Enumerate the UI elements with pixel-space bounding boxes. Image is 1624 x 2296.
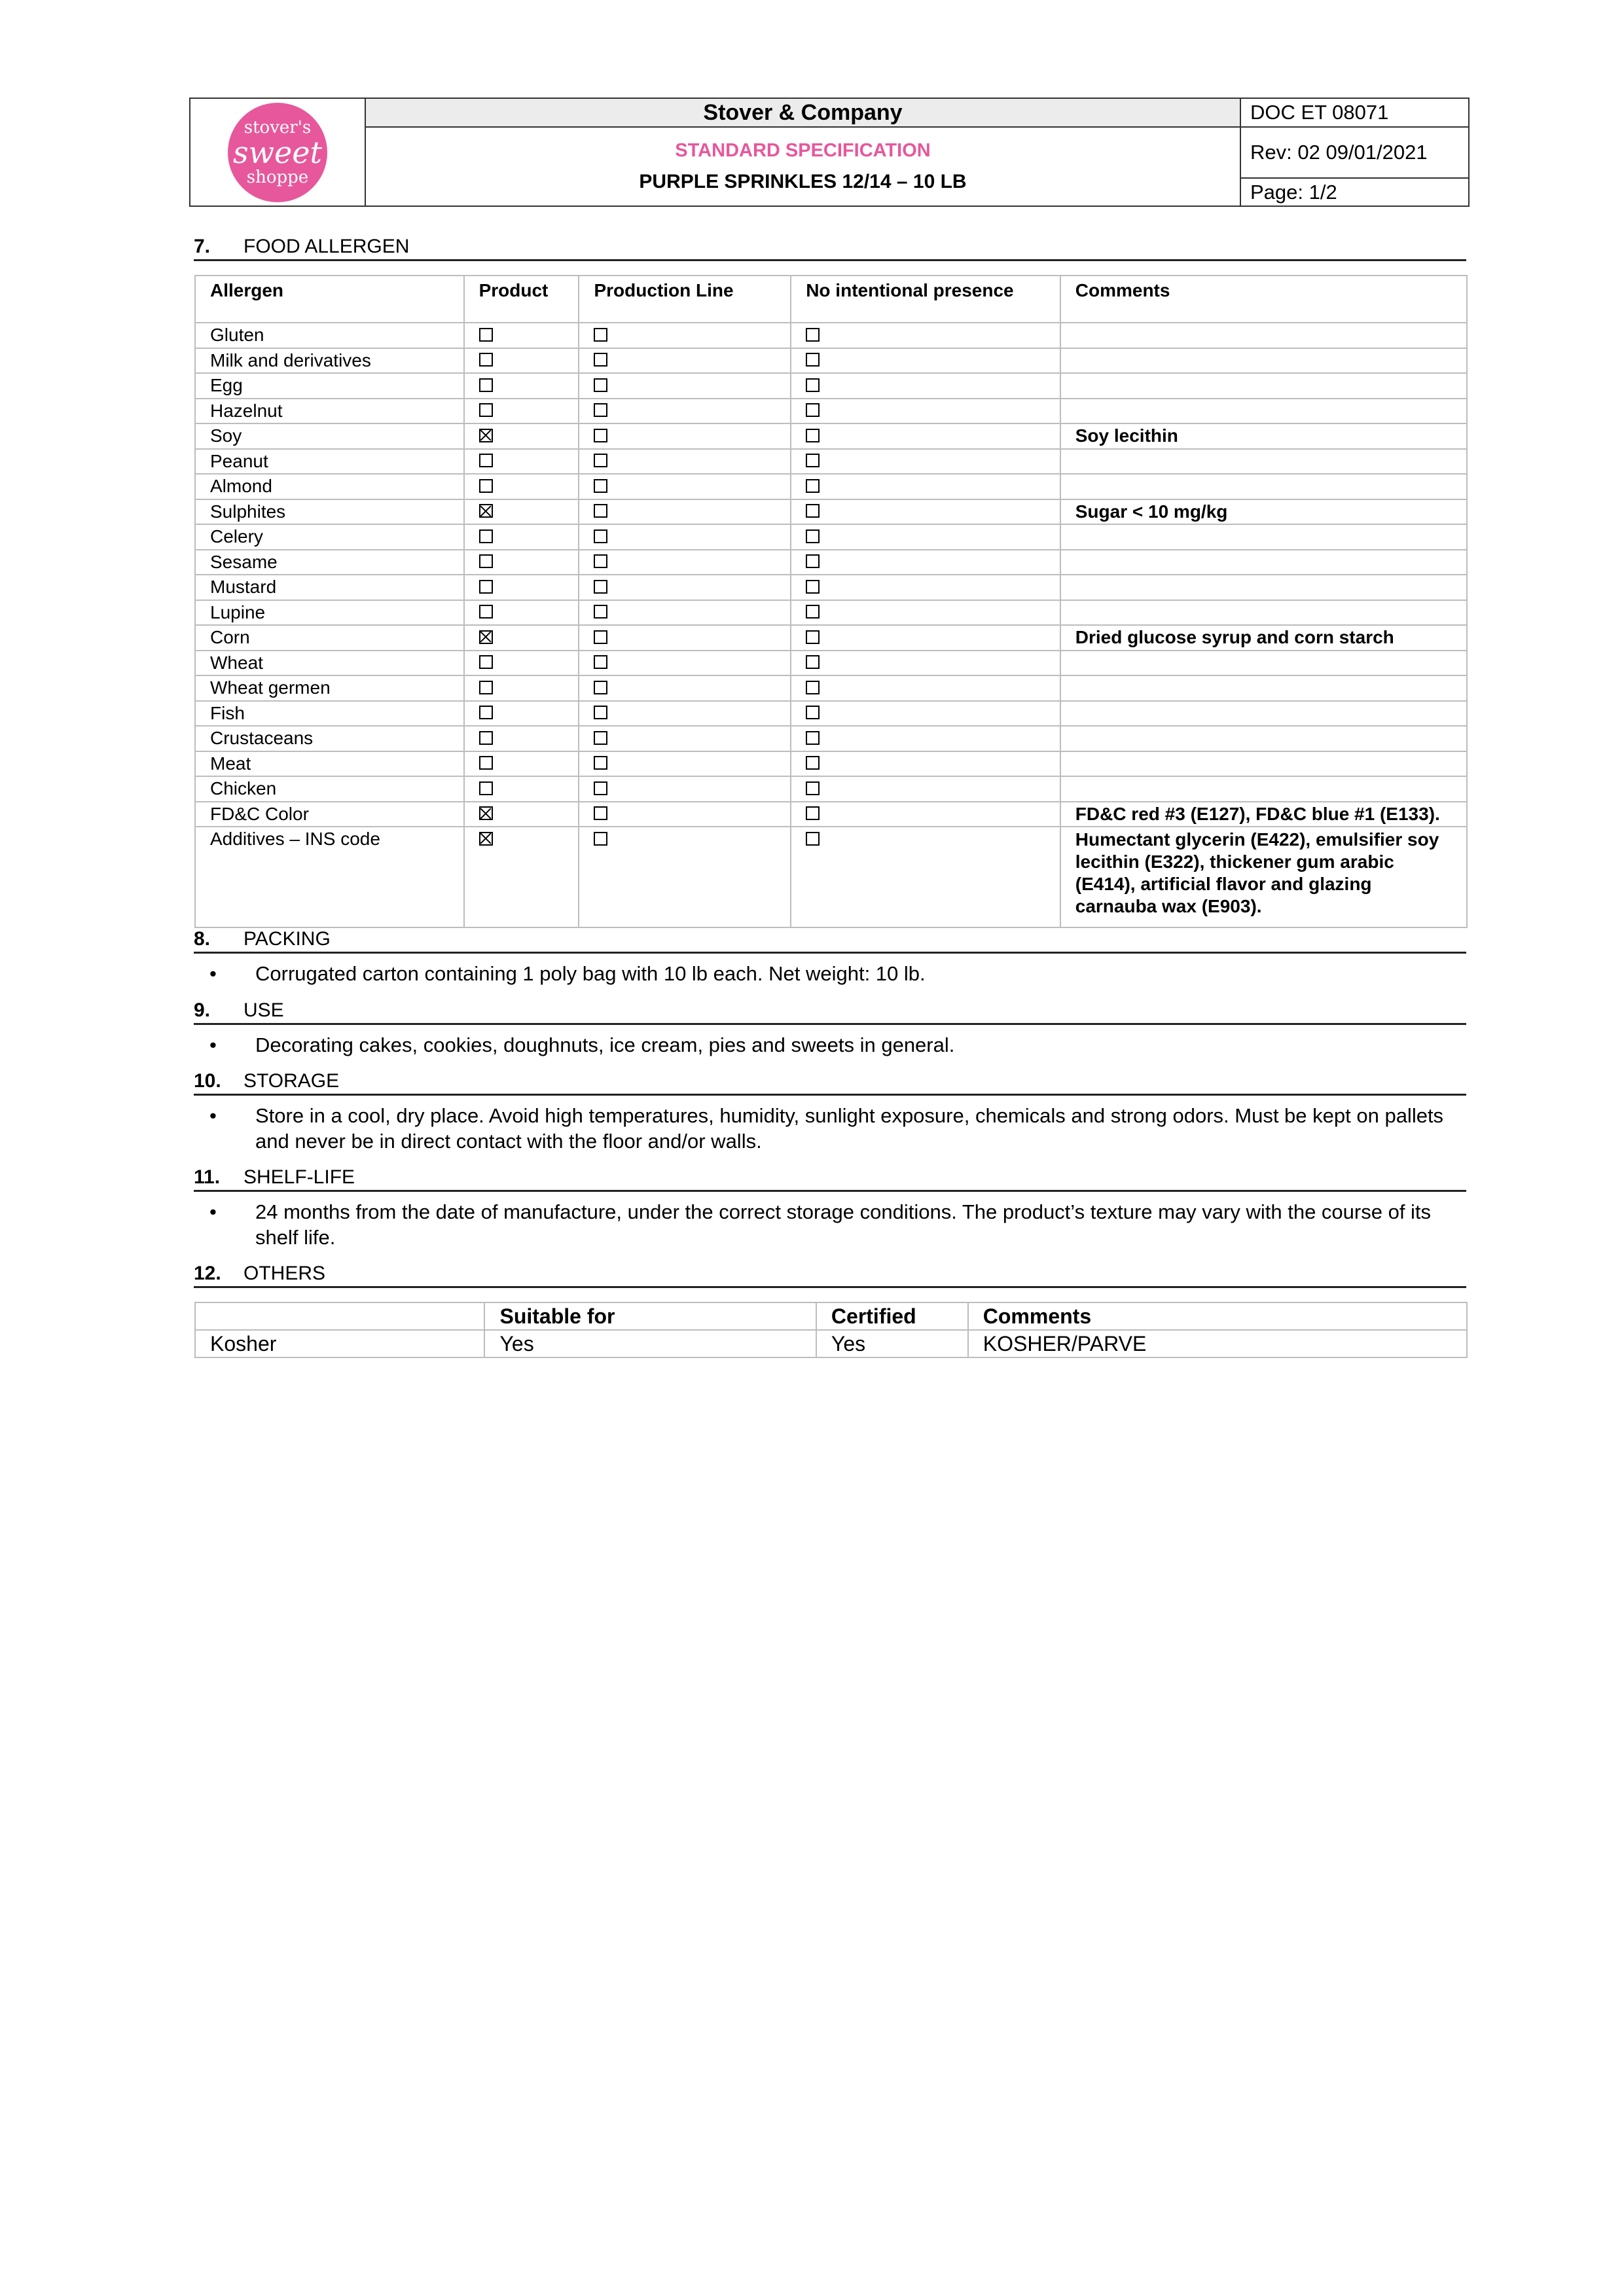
unchecked-box-icon — [594, 832, 607, 846]
checkbox-cell-line — [579, 751, 791, 777]
checkbox-cell-product — [464, 776, 579, 802]
unchecked-box-icon — [594, 731, 607, 745]
unchecked-box-icon — [806, 630, 820, 644]
unchecked-box-icon — [806, 681, 820, 694]
checkbox-cell-line — [579, 651, 791, 676]
column-header: Comments — [1060, 276, 1467, 323]
unchecked-box-icon — [479, 706, 493, 719]
checked-box-icon — [479, 630, 493, 644]
table-row — [195, 348, 1467, 374]
checkbox-cell-none — [791, 776, 1060, 802]
unchecked-box-icon — [806, 706, 820, 719]
checkbox-cell-line — [579, 550, 791, 575]
checkbox-cell-none — [791, 474, 1060, 499]
unchecked-box-icon — [594, 806, 607, 820]
checkbox-cell-line — [579, 827, 791, 927]
section-title: SHELF-LIFE — [244, 1166, 355, 1188]
section-number: 8. — [194, 928, 211, 950]
unchecked-box-icon — [479, 605, 493, 619]
allergen-comment — [1060, 399, 1467, 424]
allergen-name: Sesame — [195, 550, 464, 575]
section-heading-use — [194, 999, 1466, 1025]
allergen-comment — [1060, 701, 1467, 726]
allergen-name: FD&C Color — [195, 802, 464, 827]
allergen-comment: Humectant glycerin (E422), emulsifier soy lecithin (E322), thickener gum arabic (E414), artificial flavor and glazing carnauba wax (E903). — [1060, 827, 1467, 927]
allergen-comment — [1060, 776, 1467, 802]
table-row — [195, 373, 1467, 399]
unchecked-box-icon — [594, 529, 607, 543]
checkbox-cell-line — [579, 776, 791, 802]
column-header: Product — [464, 276, 579, 323]
checked-box-icon — [479, 832, 493, 846]
column-header: No intentional presence — [791, 276, 1060, 323]
section-number: 10. — [194, 1070, 221, 1092]
checkbox-cell-line — [579, 373, 791, 399]
spec-label: STANDARD SPECIFICATION — [675, 140, 931, 161]
table-row — [195, 323, 1467, 348]
checkbox-cell-none — [791, 575, 1060, 600]
checkbox-cell-product — [464, 524, 579, 550]
unchecked-box-icon — [806, 378, 820, 392]
allergen-name: Additives – INS code — [195, 827, 464, 927]
allergen-header-row — [195, 276, 1467, 323]
spec-title-block — [366, 128, 1240, 206]
allergen-comment — [1060, 323, 1467, 348]
logo-cell — [190, 99, 366, 206]
packing-bullet — [209, 961, 1466, 986]
unchecked-box-icon — [479, 781, 493, 795]
section-number: 9. — [194, 999, 211, 1021]
section-title: FOOD ALLERGEN — [244, 236, 410, 257]
section-number: 11. — [194, 1166, 221, 1188]
section-title: USE — [244, 999, 284, 1021]
checkbox-cell-none — [791, 449, 1060, 475]
unchecked-box-icon — [806, 529, 820, 543]
allergen-name: Fish — [195, 701, 464, 726]
table-row — [195, 751, 1467, 777]
unchecked-box-icon — [806, 479, 820, 493]
checkbox-cell-line — [579, 423, 791, 449]
section-title: STORAGE — [244, 1070, 340, 1092]
checkbox-cell-product — [464, 323, 579, 348]
checkbox-cell-product — [464, 474, 579, 499]
checkbox-cell-product — [464, 625, 579, 651]
logo-text-line3: shoppe — [246, 167, 309, 187]
checkbox-cell-product — [464, 600, 579, 626]
column-header: Comments — [968, 1302, 1467, 1330]
table-row — [195, 550, 1467, 575]
checkbox-cell-product — [464, 575, 579, 600]
allergen-comment — [1060, 449, 1467, 475]
packing-text: Corrugated carton containing 1 poly bag with 10 lb each. Net weight: 10 lb. — [255, 962, 926, 985]
unchecked-box-icon — [479, 378, 493, 392]
checkbox-cell-line — [579, 600, 791, 626]
brand-logo — [228, 103, 327, 202]
checkbox-cell-none — [791, 802, 1060, 827]
column-header: Production Line — [579, 276, 791, 323]
unchecked-box-icon — [479, 529, 493, 543]
allergen-name: Soy — [195, 423, 464, 449]
product-name: PURPLE SPRINKLES 12/14 – 10 LB — [639, 171, 967, 192]
unchecked-box-icon — [594, 781, 607, 795]
checked-box-icon — [479, 504, 493, 518]
allergen-name: Lupine — [195, 600, 464, 626]
checkbox-cell-line — [579, 701, 791, 726]
use-bullet — [209, 1032, 1466, 1058]
checkbox-cell-product — [464, 373, 579, 399]
others-comment: KOSHER/PARVE — [968, 1330, 1467, 1357]
checkbox-cell-none — [791, 499, 1060, 525]
checkbox-cell-none — [791, 399, 1060, 424]
shelf-life-text: 24 months from the date of manufacture, under the correct storage conditions. The product’s texture may vary with the course of its shelf life. — [255, 1200, 1432, 1249]
allergen-name: Egg — [195, 373, 464, 399]
section-title: OTHERS — [244, 1263, 326, 1284]
table-row — [195, 827, 1467, 927]
allergen-comment — [1060, 550, 1467, 575]
table-row — [195, 449, 1467, 475]
use-text: Decorating cakes, cookies, doughnuts, ice cream, pies and sweets in general. — [255, 1033, 955, 1056]
table-row — [195, 524, 1467, 550]
revision: Rev: 02 09/01/2021 — [1241, 128, 1468, 179]
checkbox-cell-product — [464, 499, 579, 525]
allergen-comment — [1060, 373, 1467, 399]
allergen-rows — [195, 323, 1467, 927]
unchecked-box-icon — [594, 605, 607, 619]
table-row — [195, 499, 1467, 525]
logo-text-line2: sweet — [233, 134, 322, 170]
allergen-comment — [1060, 600, 1467, 626]
allergen-comment — [1060, 726, 1467, 751]
others-suitable: Yes — [484, 1330, 816, 1357]
allergen-comment: Sugar < 10 mg/kg — [1060, 499, 1467, 525]
checkbox-cell-product — [464, 423, 579, 449]
checkbox-cell-product — [464, 651, 579, 676]
allergen-comment — [1060, 524, 1467, 550]
unchecked-box-icon — [806, 605, 820, 619]
checkbox-cell-none — [791, 827, 1060, 927]
allergen-name: Gluten — [195, 323, 464, 348]
table-row — [195, 726, 1467, 751]
allergen-name: Mustard — [195, 575, 464, 600]
unchecked-box-icon — [479, 454, 493, 467]
checkbox-cell-product — [464, 675, 579, 701]
table-row — [195, 423, 1467, 449]
unchecked-box-icon — [806, 580, 820, 594]
unchecked-box-icon — [806, 806, 820, 820]
unchecked-box-icon — [806, 781, 820, 795]
checkbox-cell-line — [579, 524, 791, 550]
table-row — [195, 651, 1467, 676]
bullet-point: • — [209, 962, 217, 985]
table-row — [195, 1330, 1467, 1357]
checked-box-icon — [479, 429, 493, 442]
unchecked-box-icon — [806, 504, 820, 518]
others-certified: Yes — [816, 1330, 968, 1357]
unchecked-box-icon — [806, 454, 820, 467]
allergen-name: Wheat germen — [195, 675, 464, 701]
checkbox-cell-none — [791, 751, 1060, 777]
section-heading-storage — [194, 1070, 1466, 1096]
checked-box-icon — [479, 806, 493, 820]
checkbox-cell-line — [579, 726, 791, 751]
unchecked-box-icon — [594, 681, 607, 694]
unchecked-box-icon — [479, 681, 493, 694]
table-row — [195, 776, 1467, 802]
shelf-life-bullet — [209, 1199, 1466, 1250]
checkbox-cell-line — [579, 474, 791, 499]
checkbox-cell-none — [791, 323, 1060, 348]
unchecked-box-icon — [594, 706, 607, 719]
table-row — [195, 802, 1467, 827]
unchecked-box-icon — [806, 832, 820, 846]
allergen-table — [194, 275, 1468, 928]
allergen-comment — [1060, 575, 1467, 600]
company-name: Stover & Company — [366, 99, 1240, 128]
checkbox-cell-line — [579, 802, 791, 827]
section-heading-allergen — [194, 236, 1466, 261]
unchecked-box-icon — [806, 756, 820, 770]
header-meta-cell — [1241, 99, 1468, 206]
checkbox-cell-none — [791, 651, 1060, 676]
unchecked-box-icon — [479, 403, 493, 417]
unchecked-box-icon — [594, 504, 607, 518]
column-header — [195, 1302, 484, 1330]
unchecked-box-icon — [479, 756, 493, 770]
table-row — [195, 474, 1467, 499]
bullet-point: • — [209, 1104, 217, 1127]
doc-number: DOC ET 08071 — [1241, 99, 1468, 128]
unchecked-box-icon — [594, 554, 607, 568]
storage-text: Store in a cool, dry place. Avoid high temperatures, humidity, sunlight exposure, chemicals and strong odors. Must be kept on pallets and never be in direct contact with the floor and/or walls. — [255, 1104, 1444, 1153]
unchecked-box-icon — [479, 479, 493, 493]
column-header: Suitable for — [484, 1302, 816, 1330]
allergen-comment — [1060, 651, 1467, 676]
allergen-name: Almond — [195, 474, 464, 499]
section-heading-shelf-life — [194, 1166, 1466, 1192]
allergen-comment — [1060, 474, 1467, 499]
checkbox-cell-product — [464, 701, 579, 726]
allergen-comment — [1060, 675, 1467, 701]
unchecked-box-icon — [594, 630, 607, 644]
checkbox-cell-none — [791, 600, 1060, 626]
allergen-name: Milk and derivatives — [195, 348, 464, 374]
checkbox-cell-line — [579, 399, 791, 424]
unchecked-box-icon — [594, 756, 607, 770]
checkbox-cell-product — [464, 348, 579, 374]
checkbox-cell-product — [464, 827, 579, 927]
bullet-point: • — [209, 1033, 217, 1056]
checkbox-cell-product — [464, 449, 579, 475]
unchecked-box-icon — [479, 731, 493, 745]
checkbox-cell-product — [464, 802, 579, 827]
section-number: 7. — [194, 236, 211, 257]
checkbox-cell-line — [579, 449, 791, 475]
page-number: Page: 1/2 — [1250, 180, 1337, 204]
checkbox-cell-line — [579, 675, 791, 701]
bullet-point: • — [209, 1200, 217, 1223]
section-heading-others — [194, 1263, 1466, 1288]
unchecked-box-icon — [806, 403, 820, 417]
allergen-comment: Dried glucose syrup and corn starch — [1060, 625, 1467, 651]
unchecked-box-icon — [479, 655, 493, 669]
checkbox-cell-product — [464, 751, 579, 777]
checkbox-cell-line — [579, 499, 791, 525]
unchecked-box-icon — [594, 403, 607, 417]
unchecked-box-icon — [594, 655, 607, 669]
table-row — [195, 399, 1467, 424]
checkbox-cell-product — [464, 399, 579, 424]
checkbox-cell-none — [791, 675, 1060, 701]
checkbox-cell-line — [579, 348, 791, 374]
header-title-cell — [366, 99, 1241, 206]
unchecked-box-icon — [806, 731, 820, 745]
allergen-comment — [1060, 751, 1467, 777]
section-heading-packing — [194, 928, 1466, 954]
unchecked-box-icon — [594, 328, 607, 342]
table-row — [195, 575, 1467, 600]
table-row — [195, 675, 1467, 701]
allergen-comment — [1060, 348, 1467, 374]
unchecked-box-icon — [594, 429, 607, 442]
others-table — [194, 1302, 1468, 1358]
checkbox-cell-none — [791, 373, 1060, 399]
checkbox-cell-none — [791, 625, 1060, 651]
unchecked-box-icon — [479, 554, 493, 568]
column-header: Allergen — [195, 276, 464, 323]
allergen-name: Wheat — [195, 651, 464, 676]
unchecked-box-icon — [594, 353, 607, 367]
checkbox-cell-none — [791, 524, 1060, 550]
document-header — [189, 98, 1470, 207]
unchecked-box-icon — [594, 580, 607, 594]
checkbox-cell-none — [791, 726, 1060, 751]
table-row — [195, 600, 1467, 626]
allergen-name: Crustaceans — [195, 726, 464, 751]
unchecked-box-icon — [806, 554, 820, 568]
checkbox-cell-none — [791, 701, 1060, 726]
unchecked-box-icon — [479, 580, 493, 594]
unchecked-box-icon — [806, 655, 820, 669]
checkbox-cell-none — [791, 423, 1060, 449]
table-row — [195, 701, 1467, 726]
allergen-name: Corn — [195, 625, 464, 651]
allergen-name: Sulphites — [195, 499, 464, 525]
unchecked-box-icon — [594, 378, 607, 392]
allergen-name: Peanut — [195, 449, 464, 475]
checkbox-cell-none — [791, 348, 1060, 374]
checkbox-cell-line — [579, 625, 791, 651]
checkbox-cell-line — [579, 323, 791, 348]
section-number: 12. — [194, 1263, 221, 1284]
allergen-name: Hazelnut — [195, 399, 464, 424]
checkbox-cell-none — [791, 550, 1060, 575]
unchecked-box-icon — [479, 353, 493, 367]
allergen-comment: FD&C red #3 (E127), FD&C blue #1 (E133). — [1060, 802, 1467, 827]
others-header-row — [195, 1302, 1467, 1330]
column-header: Certified — [816, 1302, 968, 1330]
unchecked-box-icon — [479, 328, 493, 342]
checkbox-cell-line — [579, 575, 791, 600]
unchecked-box-icon — [806, 353, 820, 367]
allergen-name: Celery — [195, 524, 464, 550]
unchecked-box-icon — [806, 328, 820, 342]
unchecked-box-icon — [806, 429, 820, 442]
checkbox-cell-product — [464, 550, 579, 575]
allergen-name: Chicken — [195, 776, 464, 802]
unchecked-box-icon — [594, 479, 607, 493]
allergen-comment: Soy lecithin — [1060, 423, 1467, 449]
others-item: Kosher — [195, 1330, 484, 1357]
logo-text-line1: stover's — [244, 117, 312, 137]
section-title: PACKING — [244, 928, 331, 950]
checkbox-cell-product — [464, 726, 579, 751]
storage-bullet — [209, 1103, 1466, 1154]
allergen-name: Meat — [195, 751, 464, 777]
table-row — [195, 625, 1467, 651]
unchecked-box-icon — [594, 454, 607, 467]
